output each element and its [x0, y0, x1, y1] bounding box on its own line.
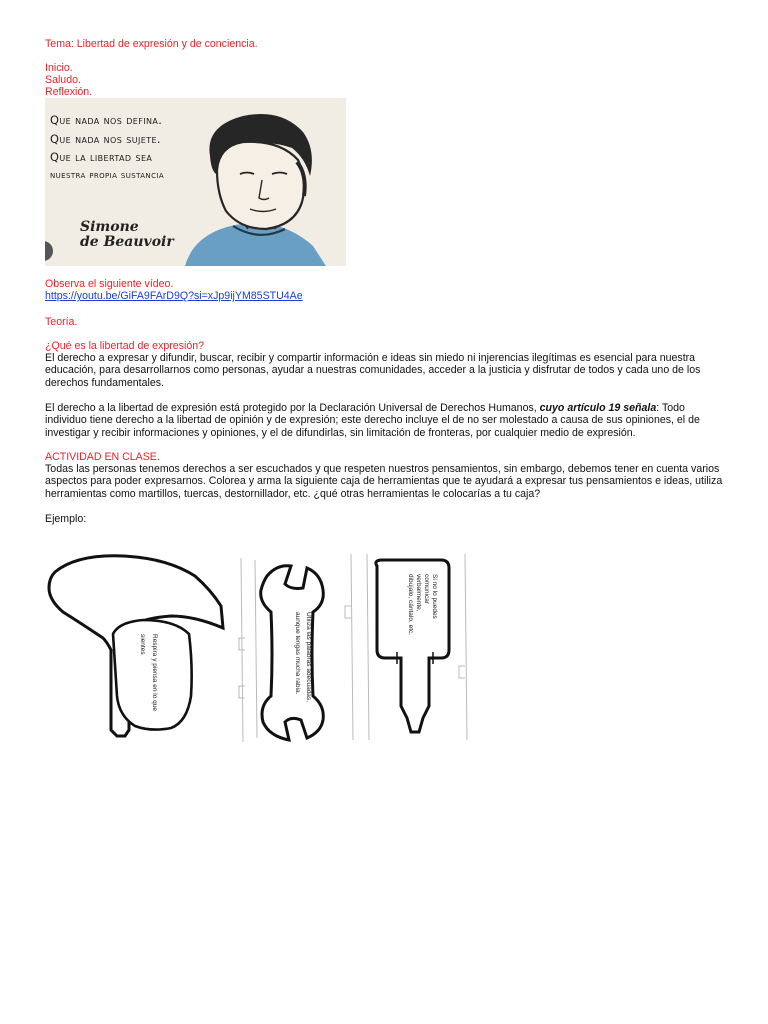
wrench-text-line: aunque tengas mucha rabia.: [294, 612, 301, 695]
screwdriver-text-line: Si no lo puedes: [431, 574, 438, 619]
topic-title: Tema: Libertad de expresión y de conciencia.: [45, 38, 258, 50]
simone-de-beauvoir-quote-image: [45, 98, 346, 266]
paragraph-declaration: [45, 402, 725, 439]
author-signature: [80, 220, 174, 250]
wrench-text-line: Utiliza las palabras adecuadas,: [305, 612, 312, 702]
video-link[interactable]: https://youtu.be/GiFA9FArD9Q?si=xJp9ijYM85STU4Ae: [45, 290, 303, 302]
ejemplo-label: Ejemplo:: [45, 513, 87, 525]
declaration-text: El derecho a la libertad de expresión está protegido por la Declaración Universal de Derechos Humanos,: [45, 402, 540, 414]
article-19-text: : Todo individuo tiene derecho a la libertad de opinión y de expresión; este derecho incluye el de no ser molestado a causa de sus opiniones, el de investigar y recibir informaciones y opiniones, y el de difundirlas, sin limitación de fronteras, por cualquier medio de expresión.: [45, 402, 700, 439]
article-19-emphasis: cuyo artículo 19 señala: [539, 402, 657, 414]
teoria-heading: Teoría.: [45, 316, 78, 328]
signature-first-name: Simone: [80, 219, 139, 235]
screwdriver-text-line: verbalmente,: [415, 574, 422, 612]
screwdriver-text-line: comunicar: [423, 574, 430, 604]
quote-line: Que nada nos sujete.: [50, 131, 161, 146]
wrench-cutout: [255, 554, 353, 740]
paragraph-definition: El derecho a expresar y difundir, buscar, recibir y compartir información e ideas sin miedo ni injerencias ilegítimas es esencial para nuestra educación, para desarrollarnos como personas, ayudar a nuestras comunidades, acceder a la justicia y disfrutar de todos y cada uno de los derechos fundamentales.: [45, 352, 701, 389]
screwdriver-text-line: dibújalo, cántalo, etc.: [407, 574, 414, 636]
toolbox-cutouts: [45, 546, 470, 742]
saludo-label: Saludo.: [45, 74, 81, 86]
inicio-label: Inicio.: [45, 62, 73, 74]
video-label: Observa el siguiente vídeo.: [45, 278, 174, 290]
quote-line: nuestra propia sustancia: [50, 169, 165, 181]
hammer-text-line: Respira y piensa en lo que: [151, 634, 158, 711]
hammer-cutout: [49, 556, 245, 742]
actividad-heading: ACTIVIDAD EN CLASE.: [45, 451, 160, 463]
hammer-text-line: sientes: [139, 634, 146, 655]
toolbox-example-image: [45, 546, 470, 742]
reflexion-label: Reflexión.: [45, 86, 93, 98]
signature-last-name: de Beauvoir: [80, 234, 174, 250]
screwdriver-cutout: [367, 554, 467, 740]
quote-text: [50, 111, 164, 185]
question-heading: ¿Qué es la libertad de expresión?: [45, 340, 204, 352]
paragraph-activity: Todas las personas tenemos derechos a ser escuchados y que respeten nuestros pensamientos, sin embargo, debemos tener en cuenta varios aspectos para poder expresarnos. Colorea y arma la siguiente caja de herramientas que te ayudará a expresar tus pensamientos e ideas, utiliza herramientas como martillos, tuercas, destornillador, etc. ¿qué otras herramientas le colocarías a tu caja?: [45, 463, 723, 500]
quote-line: Que la libertad sea: [50, 150, 153, 164]
quote-line: Que nada nos defina.: [50, 113, 163, 127]
